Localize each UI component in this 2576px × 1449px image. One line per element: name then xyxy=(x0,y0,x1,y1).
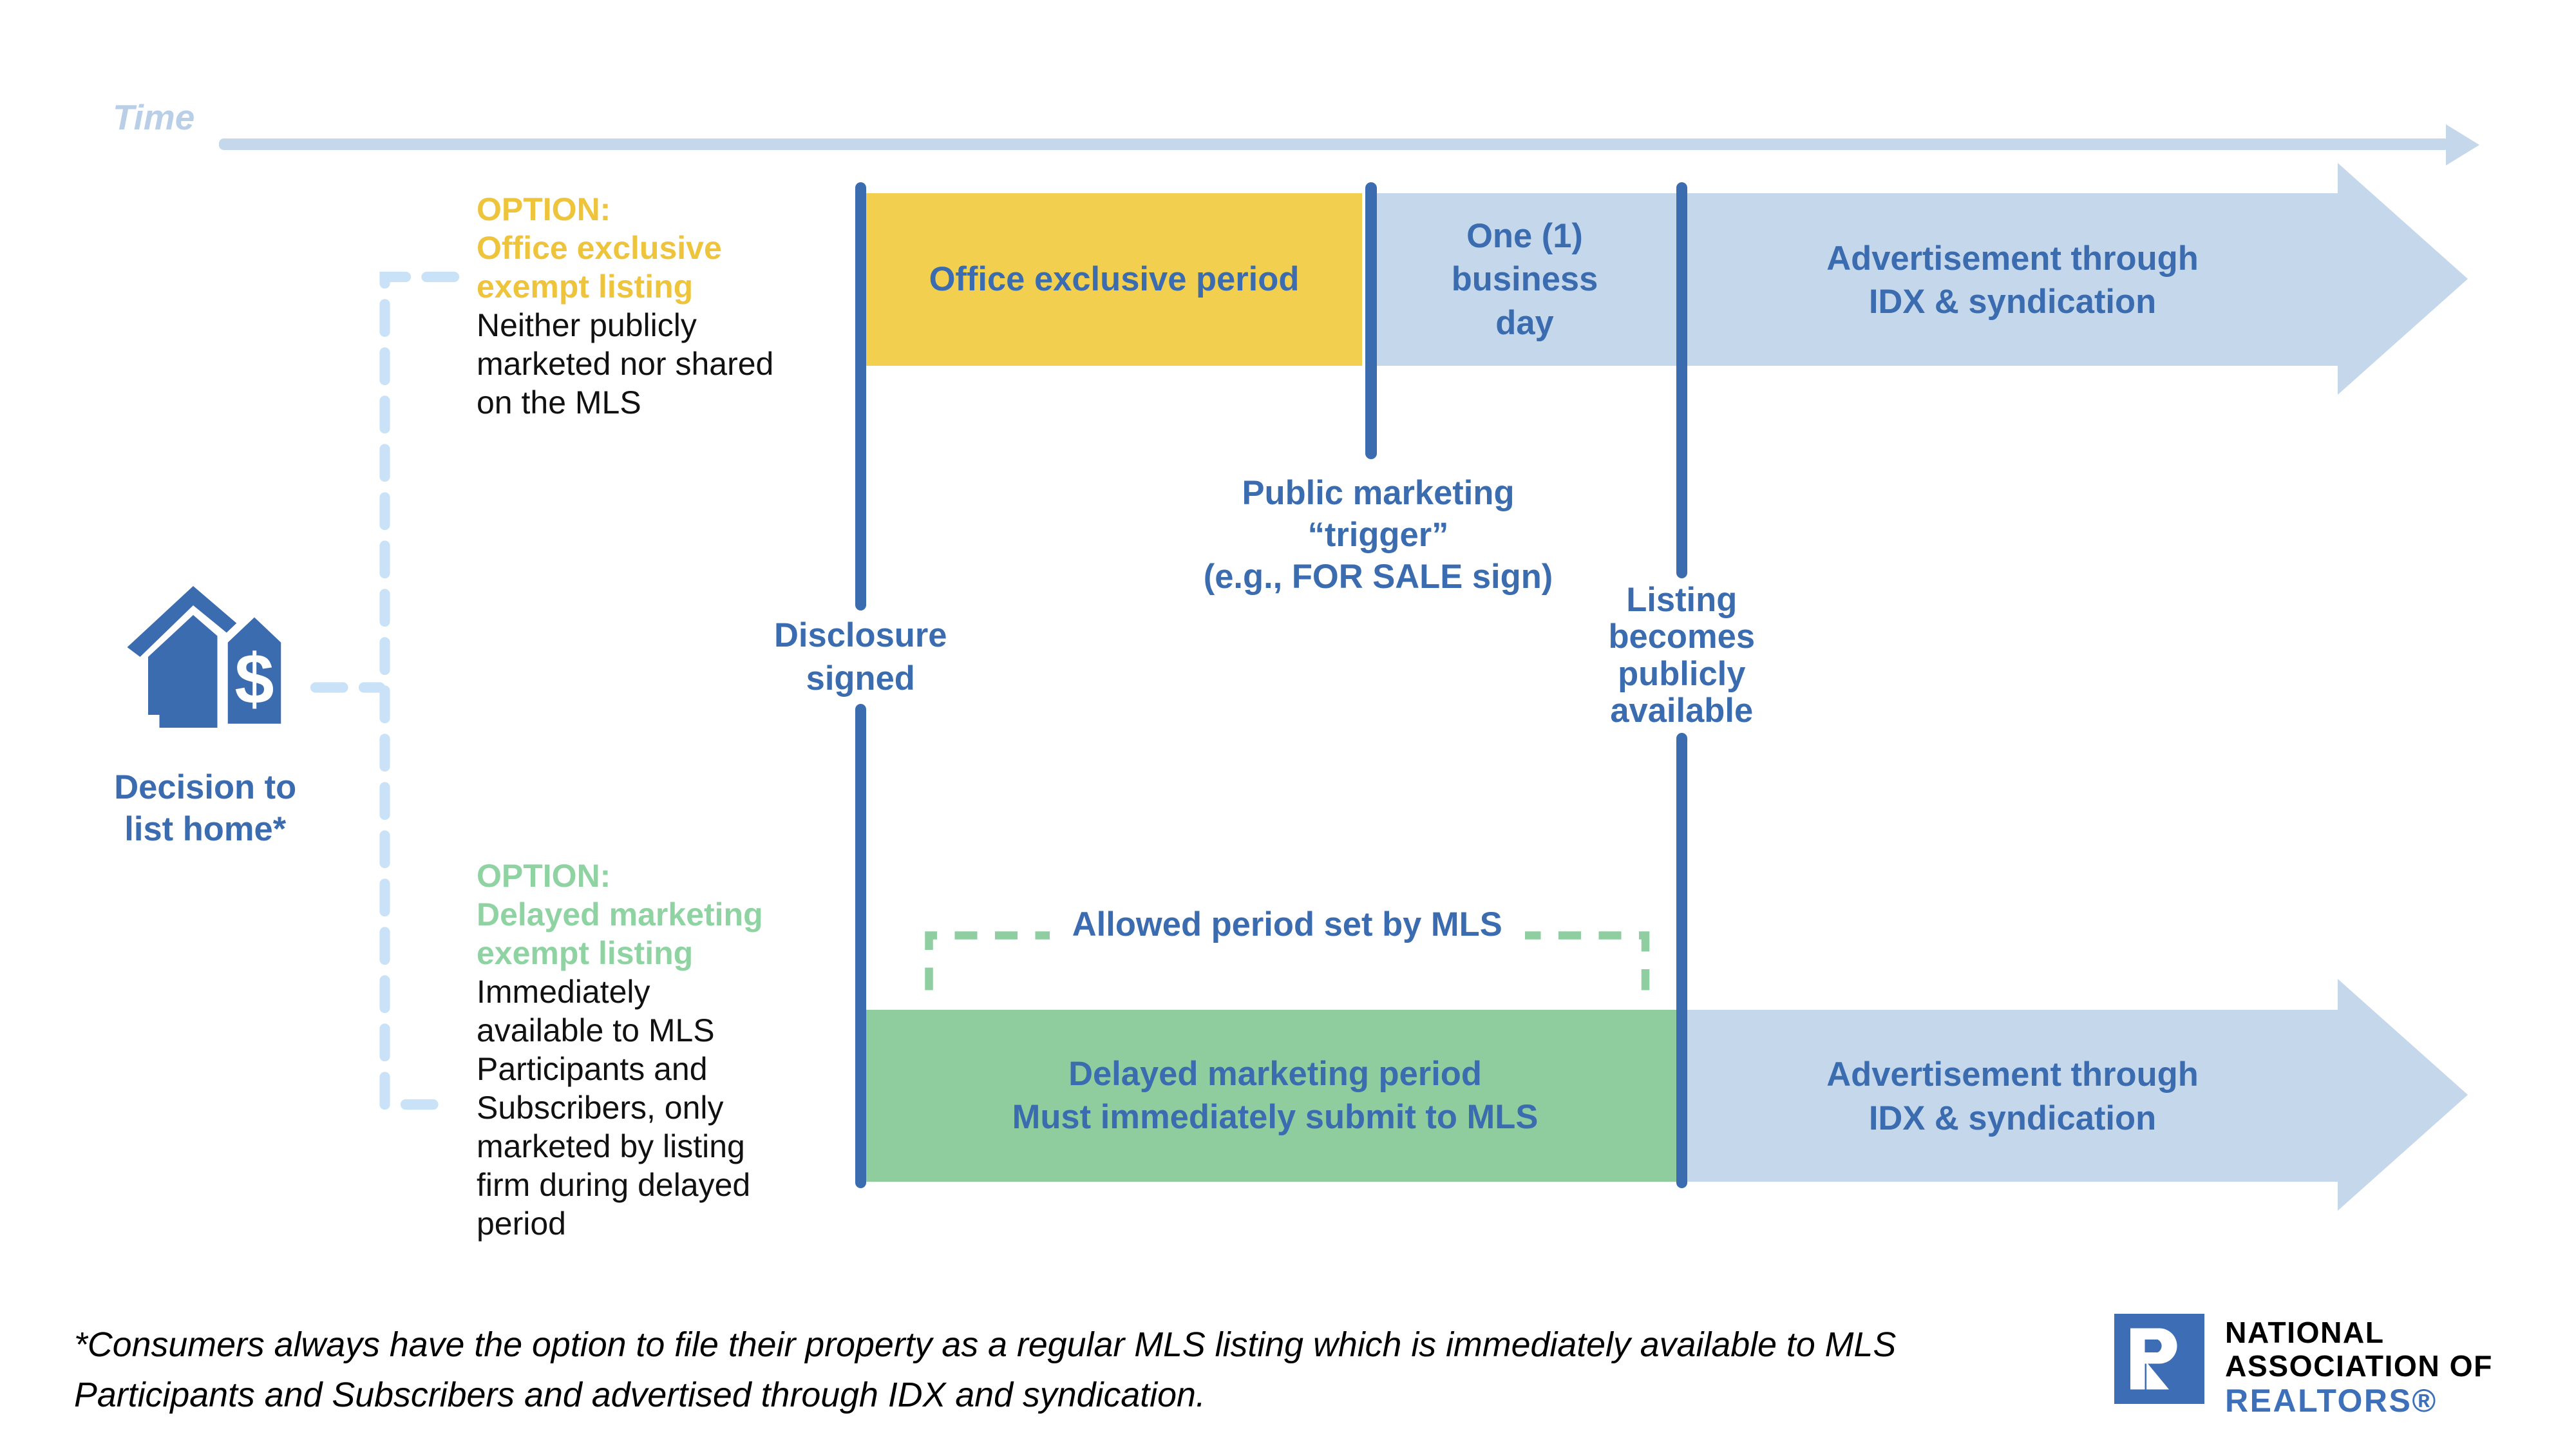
public-marketing-trigger-line xyxy=(1365,182,1377,459)
advertisement-bottom-label: Advertisement through IDX & syndication xyxy=(1826,1056,2199,1137)
delayed-marketing-period-bar xyxy=(866,1010,1684,1182)
nar-logo-icon xyxy=(2114,1314,2204,1404)
disclosure-signed-line-upper xyxy=(855,182,867,611)
one-business-day-label: One (1) business day xyxy=(1451,216,1598,342)
listing-available-line-lower xyxy=(1676,733,1688,1189)
delayed-marketing-period-label: Delayed marketing period Must immediately submit to MLS xyxy=(1012,1054,1539,1137)
decision-to-list-label: Decision to list home* xyxy=(114,768,297,848)
time-axis-arrowhead-icon xyxy=(2446,124,2479,166)
option-office-exclusive-block: OPTION: Office exclusive exempt listing Neither publicly marketed nor shared on the MLS xyxy=(477,191,774,421)
top-arrowhead-icon xyxy=(2338,163,2468,395)
time-axis-line xyxy=(219,138,2449,150)
house-dollar-icon xyxy=(122,573,293,741)
advertisement-top-label: Advertisement through IDX & syndication xyxy=(1826,239,2199,321)
office-exclusive-period-label: Office exclusive period xyxy=(929,260,1300,298)
option-delayed-marketing-block: OPTION: Delayed marketing exempt listing Immediately available to MLS Participants and Subscribers, only marketed by listing firm during delayed period xyxy=(477,858,763,1242)
disclosure-signed-line-lower xyxy=(855,704,867,1189)
office-exclusive-period-bar xyxy=(866,193,1362,366)
listing-available-line-upper xyxy=(1676,182,1688,578)
svg-text:$: $ xyxy=(234,639,274,719)
footnote: *Consumers always have the option to file their property as a regular MLS listing which is immediately available to MLS Participants and Subscribers and advertised through IDX and syndication. xyxy=(74,1325,1897,1414)
public-marketing-trigger-label: Public marketing “trigger” (e.g., FOR SALE sign) xyxy=(1203,473,1553,596)
disclosure-signed-label: Disclosure signed xyxy=(774,616,947,697)
decision-branch-dashed-bracket xyxy=(385,277,455,1104)
time-axis-label: Time xyxy=(113,97,195,137)
listing-available-label: Listing becomes publicly available xyxy=(1608,580,1756,730)
nar-logo-wordmark: NATIONAL ASSOCIATION OF REALTORS® xyxy=(2225,1315,2493,1419)
allowed-period-label: Allowed period set by MLS xyxy=(926,905,1649,944)
bottom-arrowhead-icon xyxy=(2338,979,2468,1211)
